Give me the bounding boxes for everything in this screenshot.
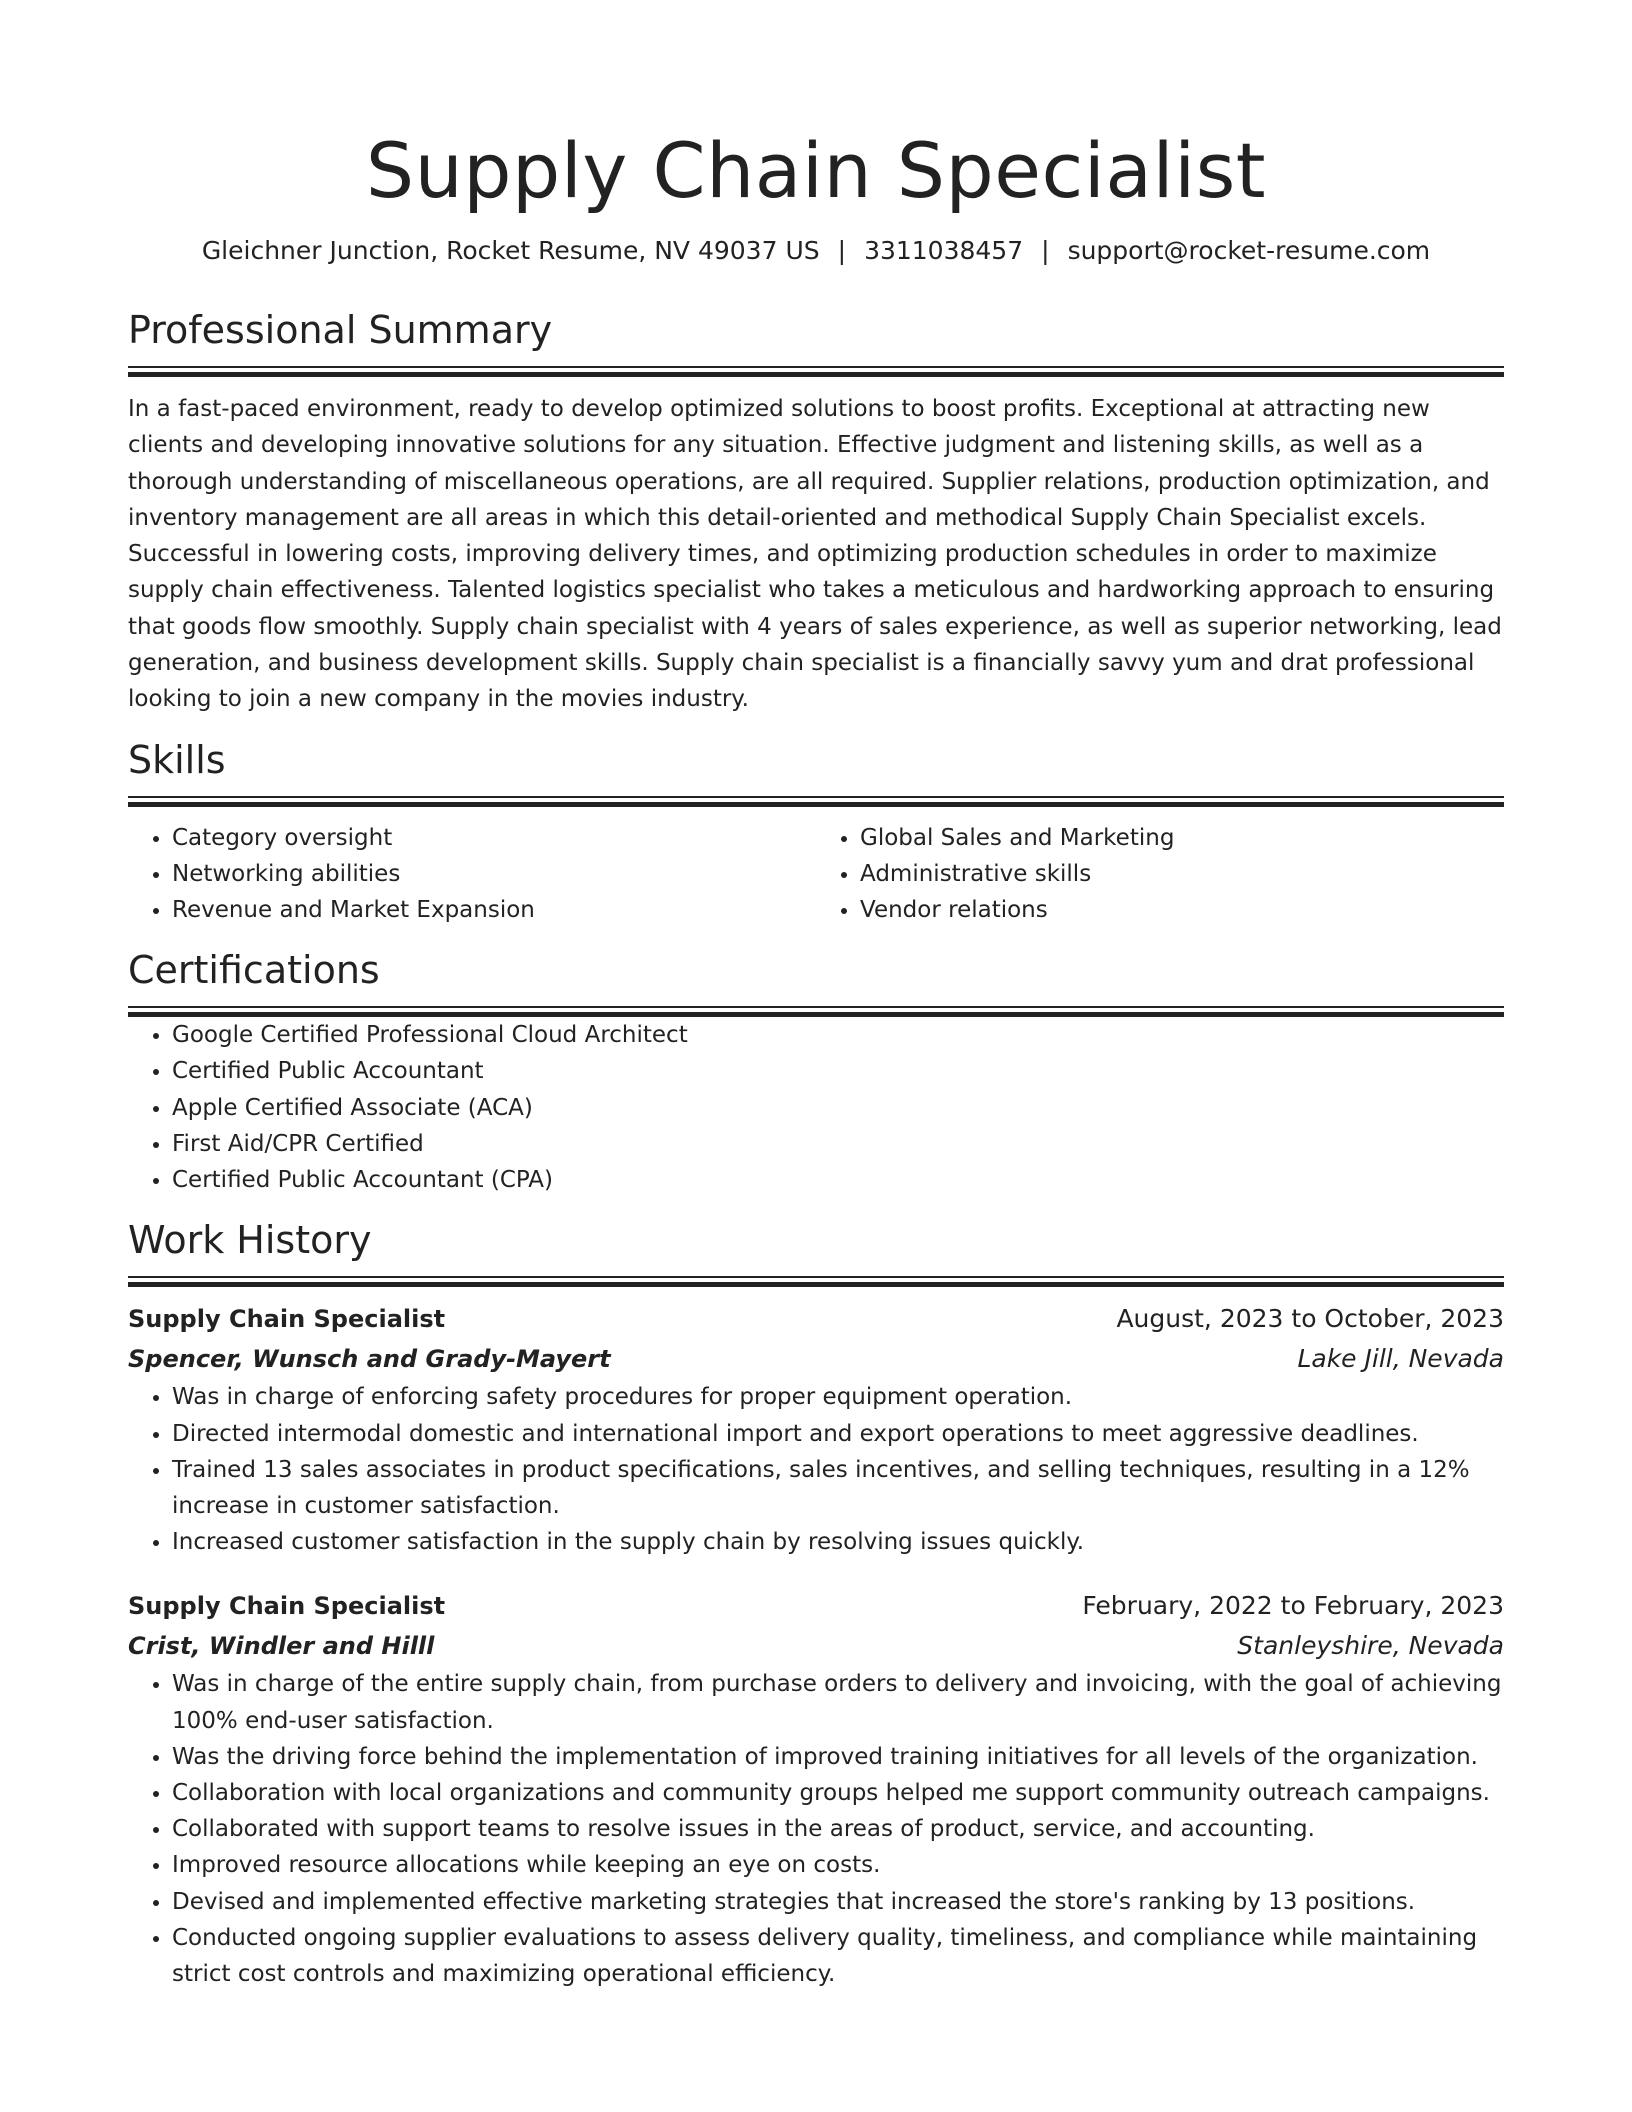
certification-item: • Certified Public Accountant xyxy=(172,1053,1504,1089)
contact-line xyxy=(128,234,1504,268)
job-entry xyxy=(128,1586,1504,1992)
skills-left-list xyxy=(128,820,816,929)
skills-columns xyxy=(128,820,1504,929)
contact-address: Gleichner Junction, Rocket Resume, NV 49037 US xyxy=(201,236,820,265)
certification-item: • First Aid/CPR Certified xyxy=(172,1126,1504,1162)
job-title: Supply Chain Specialist xyxy=(128,1592,446,1621)
resume-title: Supply Chain Specialist xyxy=(365,126,1267,215)
skill-item: • Administrative skills xyxy=(860,856,1504,892)
work-history-section xyxy=(128,1212,1504,1992)
section-divider xyxy=(128,796,1504,807)
contact-email[interactable]: support@rocket-resume.com xyxy=(1067,236,1431,265)
job-header xyxy=(128,1299,1504,1339)
skills-right-list xyxy=(816,820,1504,929)
job-location: Stanleyshire, Nevada xyxy=(1237,1631,1504,1661)
skill-item: • Category oversight xyxy=(172,820,816,856)
skill-item: • Networking abilities xyxy=(172,856,816,892)
job-duty-item: • Conducted ongoing supplier evaluations to assess delivery quality, timeliness, and compliance while maintaining strict cost controls and maximizing operational efficiency. xyxy=(172,1920,1504,1992)
job-dates: August, 2023 to October, 2023 xyxy=(1116,1304,1504,1334)
resume-page xyxy=(128,0,1504,1992)
contact-separator: | xyxy=(1041,236,1050,265)
certification-item: • Apple Certified Associate (ACA) xyxy=(172,1090,1504,1126)
job-duty-item: • Devised and implemented effective marketing strategies that increased the store's ranking by 13 positions. xyxy=(172,1884,1504,1920)
summary-text: In a fast-paced environment, ready to develop optimized solutions to boost profits. Exceptional at attracting new clients and developing innovative solutions for any situation. Effective judgment and listening skills, as well as a thorough understanding of miscellaneous operations, are all required. Supplier relations, production optimization, and inventory management are all areas in which this detail-oriented and methodical Supply Chain Specialist excels. Successful in lowering costs, improving delivery times, and optimizing production schedules in order to maximize supply chain effectiveness. Talented logistics specialist who takes a meticulous and hardworking approach to ensuring that goods flow smoothly. Supply chain specialist with 4 years of sales experience, as well as superior networking, lead generation, and business development skills. Supply chain specialist is a financially savvy yum and drat professional looking to join a new company in the movies industry. xyxy=(128,396,1502,713)
skill-item: • Revenue and Market Expansion xyxy=(172,892,816,928)
skills-section xyxy=(128,732,1504,929)
certification-item: • Google Certified Professional Cloud Architect xyxy=(172,1017,1504,1053)
certifications-heading: Certifications xyxy=(128,948,380,993)
job-duties-list xyxy=(128,1666,1504,1992)
job-duty-item: • Directed intermodal domestic and international import and export operations to meet aggressive deadlines. xyxy=(172,1416,1504,1452)
summary-section xyxy=(128,302,1504,718)
job-subheader xyxy=(128,1626,1504,1666)
contact-phone: 3311038457 xyxy=(864,236,1024,265)
job-entry xyxy=(128,1299,1504,1560)
job-company: Spencer, Wunsch and Grady-Mayert xyxy=(128,1345,611,1374)
section-divider xyxy=(128,1276,1504,1287)
job-duty-item: • Trained 13 sales associates in product specifications, sales incentives, and selling techniques, resulting in a 12% increase in customer satisfaction. xyxy=(172,1452,1504,1524)
section-divider xyxy=(128,366,1504,377)
job-subheader xyxy=(128,1339,1504,1379)
certifications-list xyxy=(128,1017,1504,1198)
job-duty-item: • Was in charge of the entire supply chain, from purchase orders to delivery and invoicing, with the goal of achieving 100% end-user satisfaction. xyxy=(172,1666,1504,1738)
job-header xyxy=(128,1586,1504,1626)
job-duty-item: • Collaboration with local organizations and community groups helped me support community outreach campaigns. xyxy=(172,1775,1504,1811)
job-duty-item: • Increased customer satisfaction in the supply chain by resolving issues quickly. xyxy=(172,1524,1504,1560)
skills-heading: Skills xyxy=(128,737,226,782)
work-history-heading: Work History xyxy=(128,1218,372,1263)
job-duty-item: • Improved resource allocations while keeping an eye on costs. xyxy=(172,1847,1504,1883)
job-duties-list xyxy=(128,1379,1504,1560)
contact-separator: | xyxy=(837,236,847,265)
job-company: Crist, Windler and Hilll xyxy=(128,1632,435,1661)
job-duty-item: • Collaborated with support teams to resolve issues in the areas of product, service, and accounting. xyxy=(172,1811,1504,1847)
skill-item: • Vendor relations xyxy=(860,892,1504,928)
summary-heading: Professional Summary xyxy=(128,308,553,352)
skill-item: • Global Sales and Marketing xyxy=(860,820,1504,856)
section-divider xyxy=(128,1006,1504,1017)
job-location: Lake Jill, Nevada xyxy=(1297,1344,1504,1374)
job-duty-item: • Was in charge of enforcing safety procedures for proper equipment operation. xyxy=(172,1379,1504,1415)
job-dates: February, 2022 to February, 2023 xyxy=(1082,1591,1504,1621)
job-title: Supply Chain Specialist xyxy=(128,1305,446,1334)
certification-item: • Certified Public Accountant (CPA) xyxy=(172,1162,1504,1198)
certifications-section xyxy=(128,942,1504,1198)
job-duty-item: • Was the driving force behind the implementation of improved training initiatives for all levels of the organization. xyxy=(172,1739,1504,1775)
